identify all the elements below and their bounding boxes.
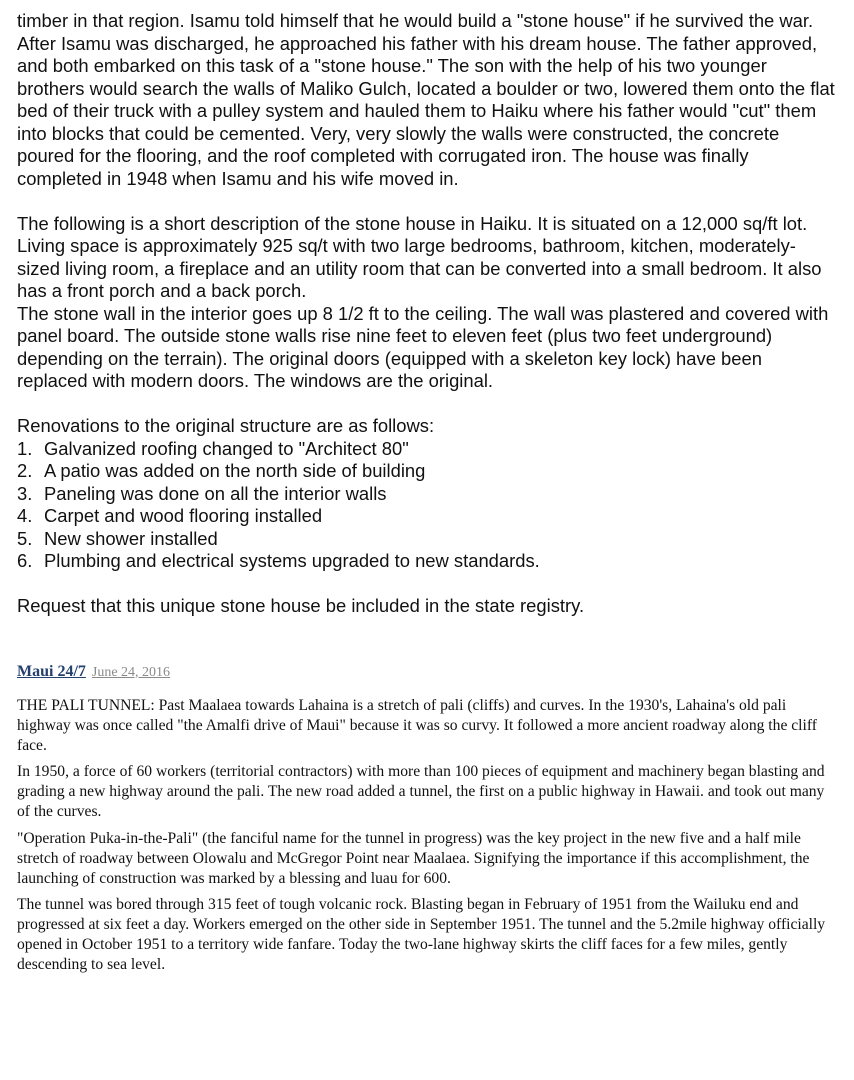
list-number: 6.	[17, 550, 33, 571]
paragraph-description: The following is a short description of the stone house in Haiku. It is situated on a 12,000 sq/ft lot. Living space is approximately 925 sq/t with two large bedrooms, bathroom, kitchen, moderately-sized living room, a fireplace and an utility room that can be converted into a small bedroom. It also has a front porch and a back porch.	[17, 212, 822, 301]
renovations-heading: Renovations to the original structure are as follows:	[17, 415, 435, 436]
post-source-link[interactable]: Maui 24/7	[17, 662, 86, 680]
list-item-text: Carpet and wood flooring installed	[44, 505, 323, 526]
renovations-list	[17, 438, 837, 573]
list-number: 3.	[17, 482, 33, 504]
paragraph-stone-house-intro: timber in that region. Isamu told himself that he would build a "stone house" if he survived the war.	[17, 10, 814, 31]
post-body	[17, 696, 837, 976]
list-number: 4.	[17, 505, 33, 526]
document-page	[17, 10, 837, 982]
paragraph-gap	[17, 393, 837, 416]
post-paragraph: The tunnel was bored through 315 feet of tough volcanic rock. Blasting began in February of 1951 from the Wailuku end and progressed at six feet a day. Workers emerged on the other side in September 1951. The tunnel and the 5.2mile highway officially opened in October 1951 to a territory wide fanfare. Today the two-lane highway skirts the cliff faces for a few miles, gently descending to sea level.	[17, 896, 826, 973]
list-item-text: Plumbing and electrical systems upgraded to new standards.	[44, 550, 540, 571]
list-number: 5.	[17, 527, 33, 549]
post-paragraph: "Operation Puka-in-the-Pali" (the fanciful name for the tunnel in progress) was the key project in the new five and a half mile stretch of roadway between Olowalu and McGregor Point near Maalaea. Signifying the importance if this accomplishment, the launching of construction was marked by a blessing and luau for 600.	[17, 829, 810, 887]
paragraph-gap	[17, 573, 837, 596]
paragraph-walls: The stone wall in the interior goes up 8 1/2 ft to the ceiling. The wall was plastered and covered with panel board. The outside stone walls rise nine feet to eleven feet (plus two feet underground) depending on the terrain). The original doors (equipped with a skeleton key lock) have been replaced with modern doors. The windows are the original.	[17, 302, 829, 391]
list-item	[17, 460, 837, 483]
post-paragraph: In 1950, a force of 60 workers (territorial contractors) with more than 100 pieces of equipment and machinery began blasting and grading a new highway around the pali. The new road added a tunnel, the first on a public highway in Hawaii. and took out many of the curves.	[17, 763, 825, 820]
list-item	[17, 528, 837, 551]
list-item-text: New shower installed	[44, 527, 218, 549]
list-number: 1.	[17, 437, 33, 459]
paragraph-gap	[17, 190, 837, 213]
list-number: 2.	[17, 460, 33, 481]
list-item-text: Galvanized roofing changed to "Architect 80"	[44, 437, 409, 459]
stone-house-text	[17, 10, 837, 618]
list-item	[17, 483, 837, 506]
registry-request: Request that this unique stone house be included in the state registry.	[17, 595, 585, 616]
list-item-text: A patio was added on the north side of building	[44, 460, 426, 481]
post-paragraph: THE PALI TUNNEL: Past Maalaea towards Lahaina is a stretch of pali (cliffs) and curves. In the 1930's, Lahaina's old pali highway was once called "the Amalfi drive of Maui" because it was so curvy. It followed a more ancient roadway along the cliff face.	[17, 696, 817, 754]
list-item	[17, 550, 837, 573]
list-item-text: Paneling was done on all the interior walls	[44, 482, 387, 504]
paragraph-construction: After Isamu was discharged, he approached his father with his dream house. The father approved, and both embarked on this task of a "stone house." The son with the help of his two younger brothers would search the walls of Maliko Gulch, located a boulder or two, lowered them onto the flat bed of their truck with a pulley system and hauled them to Haiku where his father would "cut" them into blocks that could be cemented. Very, very slowly the walls were constructed, the concrete poured for the flooring, and the roof completed with corrugated iron. The house was finally completed in 1948 when Isamu and his wife moved in.	[17, 32, 835, 189]
post-header	[17, 662, 837, 683]
list-item	[17, 505, 837, 528]
post-date-link[interactable]: June 24, 2016	[91, 664, 171, 680]
list-item	[17, 438, 837, 461]
